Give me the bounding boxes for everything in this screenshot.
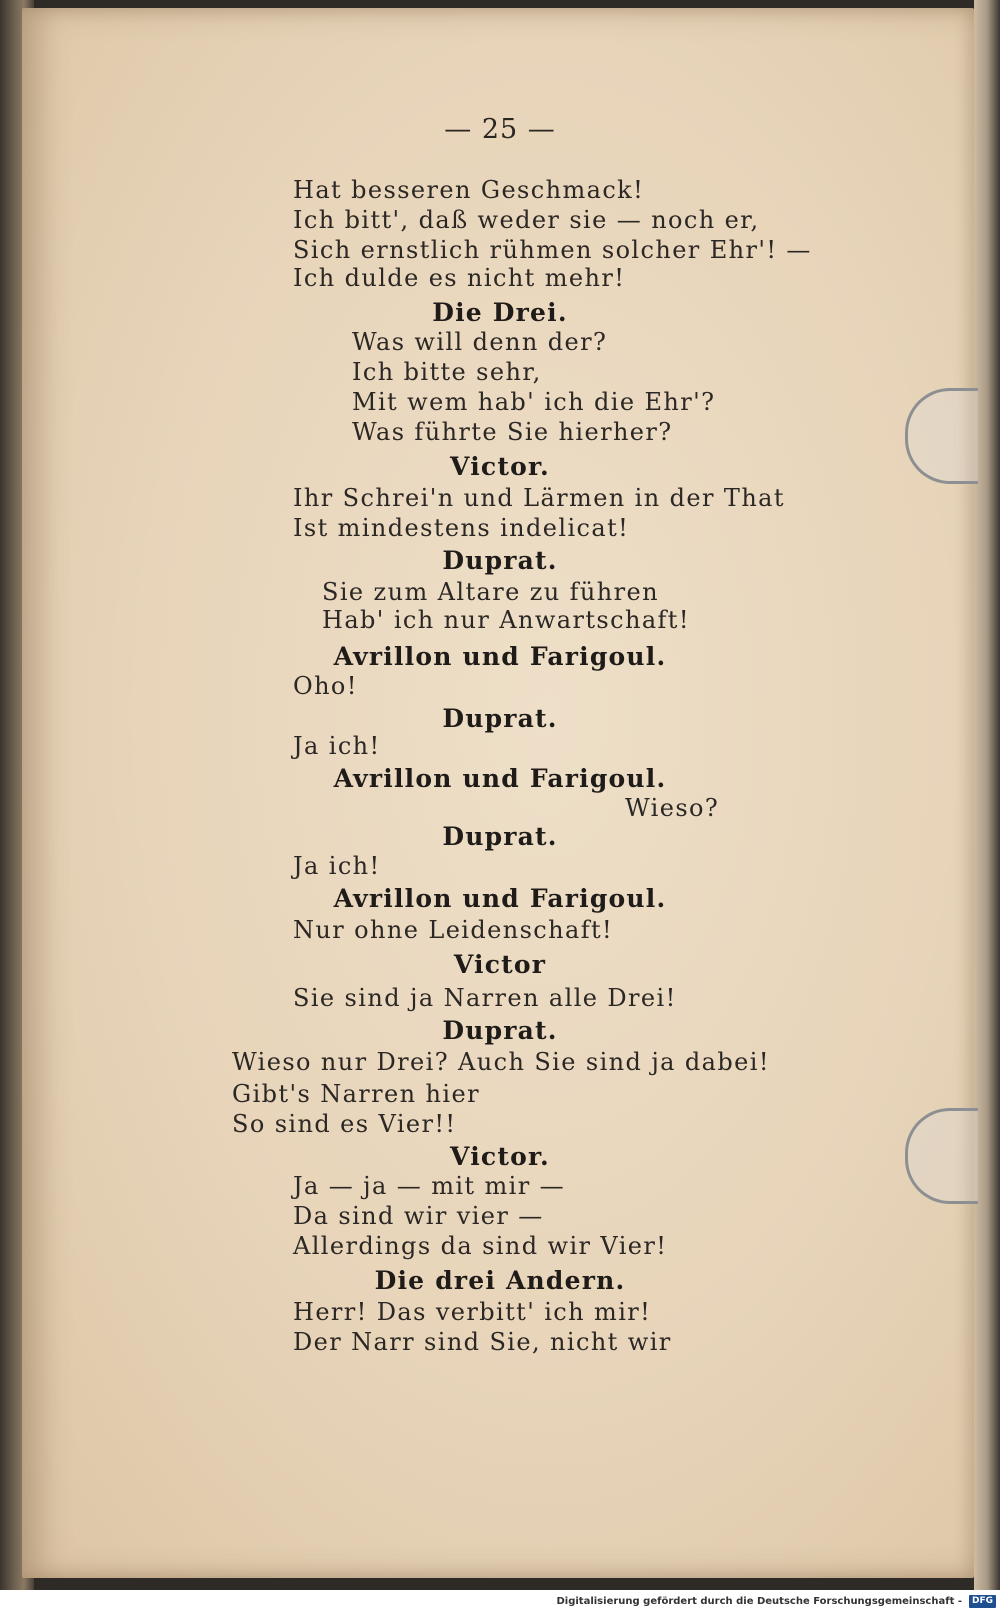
dialogue-line: Hab' ich nur Anwartschaft! bbox=[322, 606, 690, 634]
speaker-name: Avrillon und Farigoul. bbox=[333, 642, 667, 671]
speaker-name: Duprat. bbox=[442, 822, 558, 851]
speaker-name: Duprat. bbox=[442, 546, 558, 575]
page-edge bbox=[974, 0, 1000, 1590]
dialogue-line: Ich bitt', daß weder sie — noch er, bbox=[293, 206, 760, 234]
dialogue-line: Hat besseren Geschmack! bbox=[293, 176, 645, 204]
footer-credit: Digitalisierung gefördert durch die Deutsche Forschungsgemeinschaft - bbox=[556, 1596, 962, 1607]
dialogue-line: Ihr Schrei'n und Lärmen in der That bbox=[293, 484, 785, 512]
dialogue-line: Herr! Das verbitt' ich mir! bbox=[293, 1298, 652, 1326]
speaker-name: Avrillon und Farigoul. bbox=[333, 764, 667, 793]
dialogue-line: Ja ich! bbox=[293, 732, 381, 760]
speaker-name: Die drei Andern. bbox=[374, 1266, 626, 1295]
speaker-name: Avrillon und Farigoul. bbox=[333, 884, 667, 913]
dialogue-line: Ja — ja — mit mir — bbox=[293, 1172, 566, 1200]
speaker-name: Victor. bbox=[450, 1142, 550, 1171]
page-number: — 25 — bbox=[444, 114, 556, 145]
dialogue-line: Gibt's Narren hier bbox=[232, 1080, 480, 1108]
dialogue-line: Sie sind ja Narren alle Drei! bbox=[293, 984, 677, 1012]
dialogue-line: Was führte Sie hierher? bbox=[352, 418, 673, 446]
dialogue-line: Oho! bbox=[293, 672, 358, 700]
dialogue-line: Was will denn der? bbox=[352, 328, 608, 356]
dialogue-line: Sie zum Altare zu führen bbox=[322, 578, 659, 606]
dialogue-line: Ist mindestens indelicat! bbox=[293, 514, 630, 542]
dialogue-line: Ich bitte sehr, bbox=[352, 358, 542, 386]
digitization-footer bbox=[0, 1592, 1000, 1612]
speaker-name: Duprat. bbox=[442, 704, 558, 733]
dialogue-line: Nur ohne Leidenschaft! bbox=[293, 916, 614, 944]
dialogue-line: Da sind wir vier — bbox=[293, 1202, 544, 1230]
dialogue-line: Wieso nur Drei? Auch Sie sind ja dabei! bbox=[232, 1048, 770, 1076]
dialogue-line: Wieso? bbox=[625, 794, 720, 822]
dialogue-line: Ja ich! bbox=[293, 852, 381, 880]
speaker-name: Victor bbox=[453, 950, 547, 979]
dialogue-line: Mit wem hab' ich die Ehr'? bbox=[352, 388, 716, 416]
dialogue-line: Allerdings da sind wir Vier! bbox=[293, 1232, 668, 1260]
dialogue-line: Ich dulde es nicht mehr! bbox=[293, 264, 626, 292]
speaker-name: Die Drei. bbox=[432, 298, 568, 327]
dialogue-line: Sich ernstlich rühmen solcher Ehr'! — bbox=[293, 236, 812, 264]
speaker-name: Victor. bbox=[450, 452, 550, 481]
dialogue-line: So sind es Vier!! bbox=[232, 1110, 457, 1138]
dialogue-line: Der Narr sind Sie, nicht wir bbox=[293, 1328, 672, 1356]
speaker-name: Duprat. bbox=[442, 1016, 558, 1045]
dfg-logo: DFG bbox=[969, 1595, 996, 1608]
